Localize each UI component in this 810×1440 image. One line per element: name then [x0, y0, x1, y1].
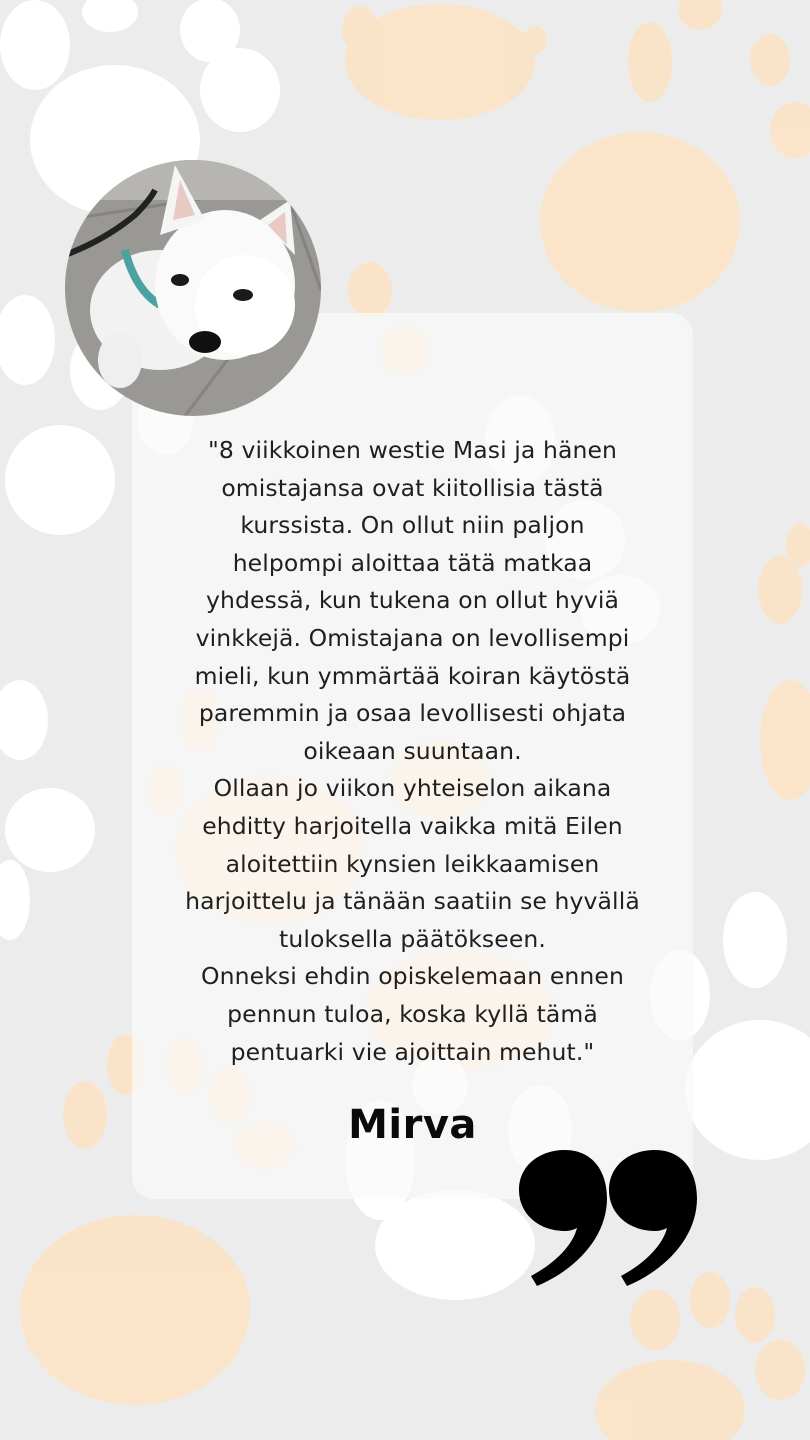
puppy-illustration	[65, 160, 321, 416]
testimonial-line: aloitettiin kynsien leikkaamisen	[225, 849, 600, 878]
testimonial-line: tuloksella päätökseen.	[279, 924, 546, 953]
testimonial-text	[160, 432, 665, 1071]
testimonial-line: kurssista. On ollut niin paljon	[240, 511, 585, 540]
author-name: Mirva	[348, 1102, 477, 1148]
testimonial-line: ehditty harjoitella vaikka mitä Eilen	[202, 811, 623, 840]
testimonial-line: paremmin ja osaa levollisesti ohjata	[198, 699, 627, 728]
testimonial-line: oikeaan suuntaan.	[303, 736, 522, 765]
testimonial-line: pentuarki vie ajoittain mehut."	[230, 1037, 595, 1066]
testimonial-line: harjoittelu ja tänään saatiin se hyvällä	[185, 887, 640, 916]
testimonial-line: mieli, kun ymmärtää koiran käytöstä	[194, 661, 631, 690]
testimonial-line: "8 viikkoinen westie Masi ja hänen	[207, 436, 618, 464]
testimonial-line: yhdessä, kun tukena on ollut hyviä	[205, 586, 620, 615]
testimonial-line: vinkkejä. Omistajana on levollisempi	[195, 623, 630, 652]
testimonial-line: pennun tuloa, koska kyllä tämä	[227, 999, 598, 1028]
testimonial-line: helpompi aloittaa tätä matkaa	[232, 548, 593, 577]
testimonial-line: Onneksi ehdin opiskelemaan ennen	[201, 962, 624, 991]
testimonial-line: Ollaan jo viikon yhteiselon aikana	[213, 774, 612, 803]
westie-puppy-photo	[65, 160, 321, 416]
testimonial-line: omistajansa ovat kiitollisia tästä	[221, 473, 604, 502]
closing-quote-icon	[515, 1150, 700, 1290]
